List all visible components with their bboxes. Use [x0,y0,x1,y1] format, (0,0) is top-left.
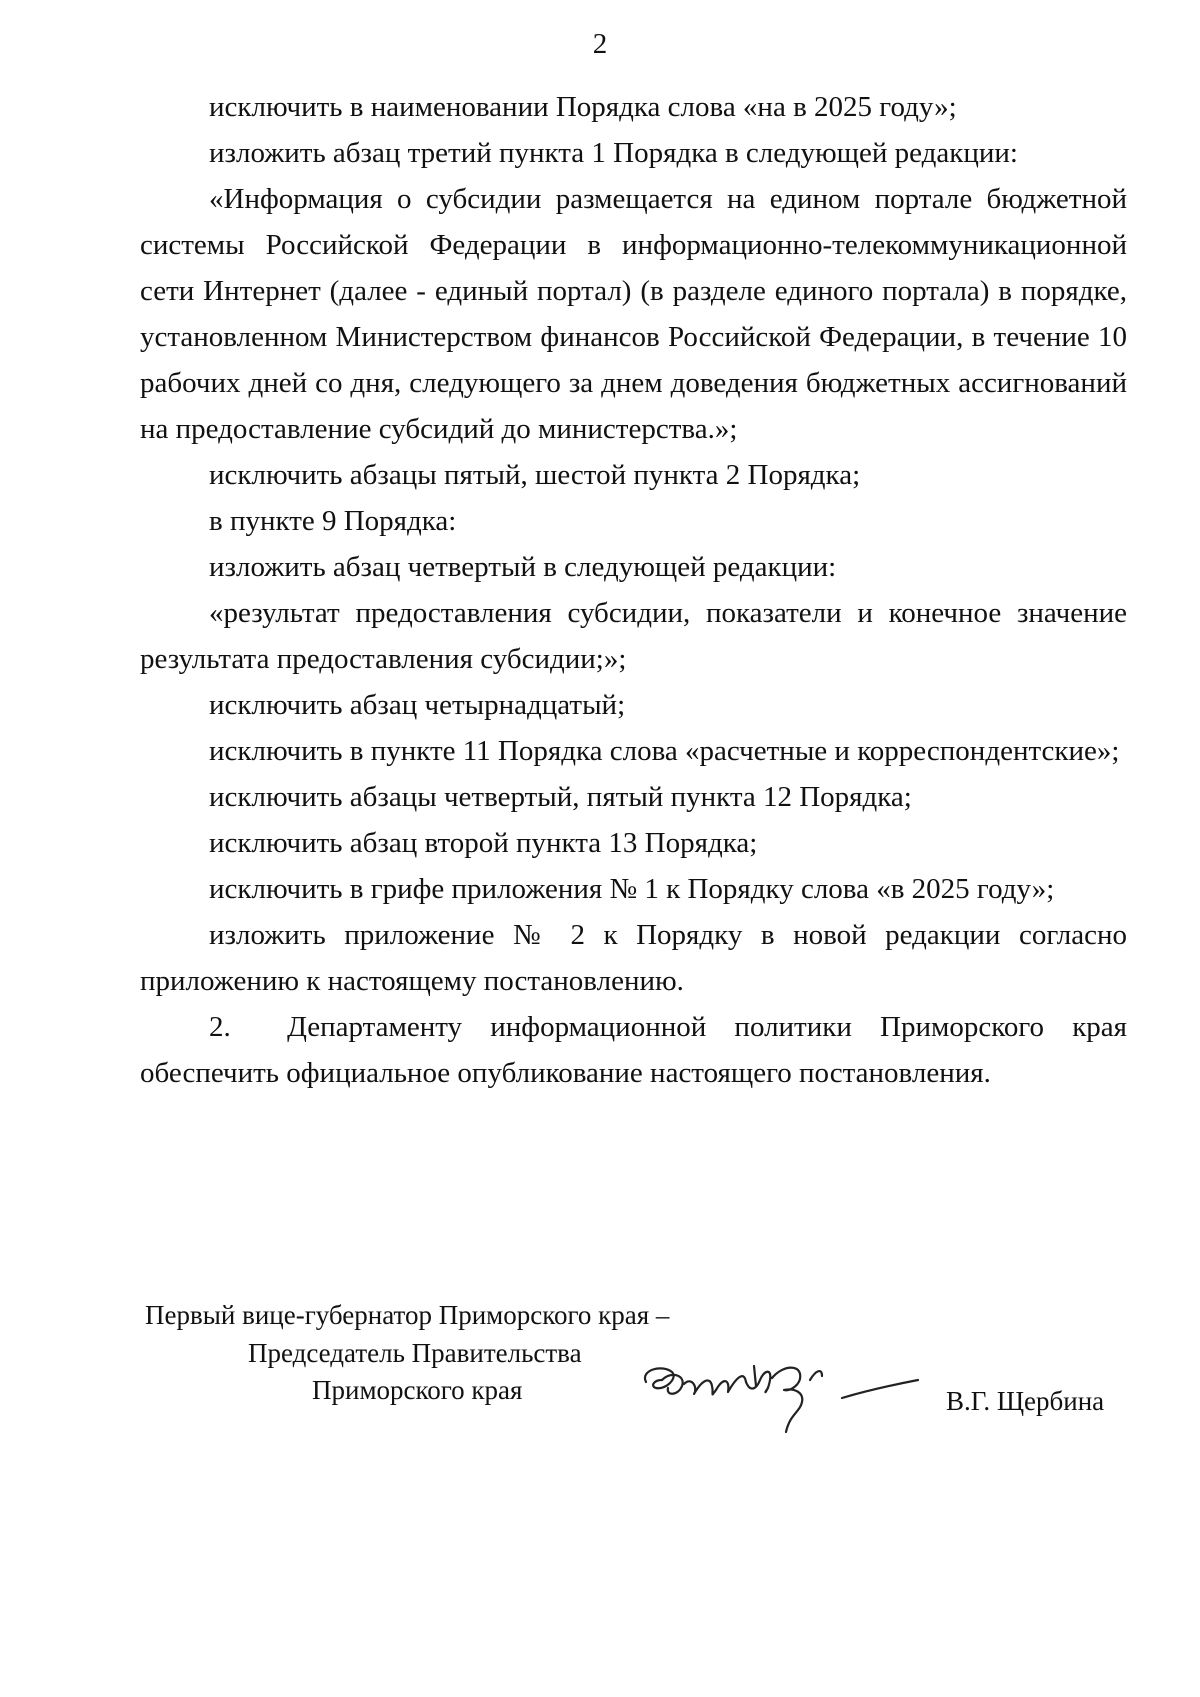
paragraph-2: изложить абзац третий пункта 1 Порядка в следующей редакции: [209,137,1018,169]
paragraph-10: исключить абзацы четвертый, пятый пункта 12 Порядка; [209,781,912,813]
paragraph-14: 2. Департаменту информационной политики Приморского края обеспечить официальное опубликование настоящего постановления. [140,1011,1135,1089]
paragraph-6: изложить абзац четвертый в следующей редакции: [209,551,837,583]
signer-title-line-3: Приморского края [312,1375,523,1405]
signature-block [0,1300,1200,1440]
paragraph-8: исключить абзац четырнадцатый; [209,689,626,721]
paragraph-7: «результат предоставления субсидии, показатели и конечное значение результата предоставления субсидии;»; [140,597,1135,675]
page-number: 2 [592,28,608,60]
signer-title-line-1: Первый вице-губернатор Приморского края – [145,1300,670,1330]
paragraph-13: изложить приложение № 2 к Порядку в новой редакции согласно приложению к настоящему постановлению. [140,919,1135,997]
paragraph-11: исключить абзац второй пункта 13 Порядка; [209,827,758,859]
document-body [140,84,1135,1096]
paragraph-1: исключить в наименовании Порядка слова «на в 2025 году»; [209,91,957,123]
paragraph-12: исключить в грифе приложения № 1 к Порядку слова «в 2025 году»; [209,873,1055,905]
signer-title-line-2: Председатель Правительства [248,1338,582,1368]
signer-name: В.Г. Щербина [946,1386,1105,1416]
paragraph-4: исключить абзацы пятый, шестой пункта 2 Порядка; [209,459,861,491]
paragraph-5: в пункте 9 Порядка: [209,505,457,537]
paragraph-9: исключить в пункте 11 Порядка слова «расчетные и корреспондентские»; [209,735,1120,767]
paragraph-3: «Информация о субсидии размещается на едином портале бюджетной системы Российской Федерации в информационно-телекоммуникационной сети Интернет (далее - единый портал) (в разделе единого портала) в порядке, установленном Министерством финансов Российской Федерации, в течение 10 рабочих дней со дня, следующего за днем доведения бюджетных ассигнований на предоставление субсидий до министерства.»; [140,183,1135,445]
handwritten-signature [632,1340,920,1440]
